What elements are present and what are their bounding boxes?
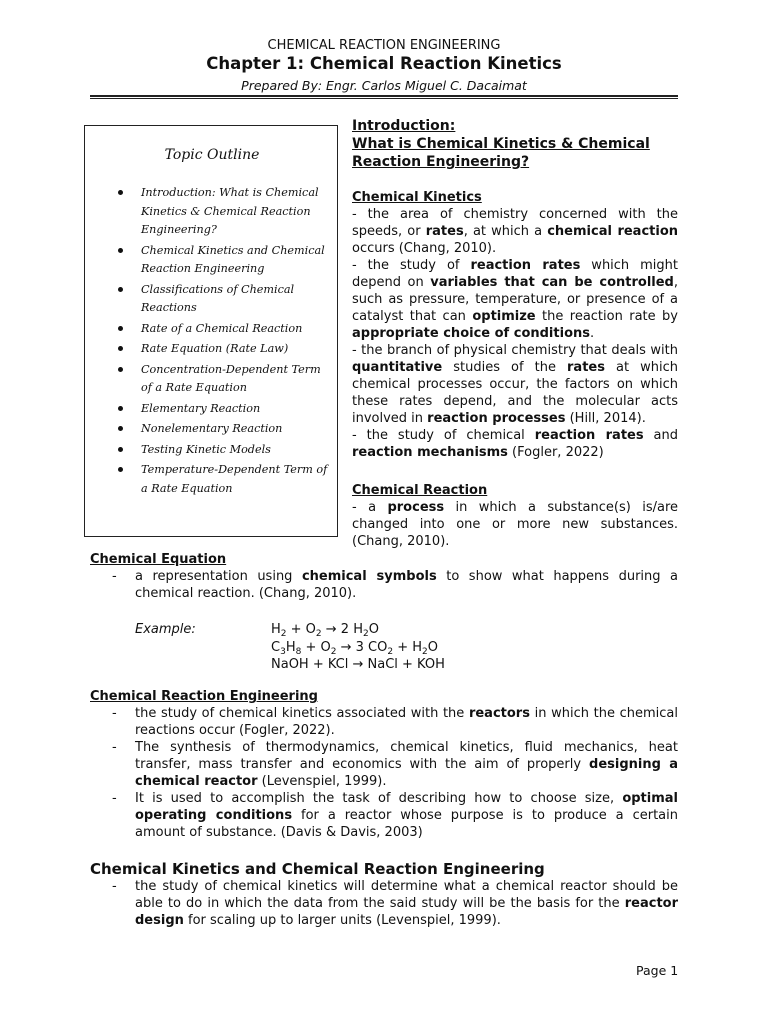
bullet-icon bbox=[118, 248, 123, 253]
topic-outline-title: Topic Outline bbox=[164, 147, 260, 163]
bullet-icon bbox=[118, 367, 123, 372]
kinetics-definition-3: - the branch of physical chemistry that deals with quantitative studies of the rates at which chemical processes occur, the factors on which these rates depend, and the molecular acts involved in reaction processes (Hill, 2014). bbox=[352, 343, 678, 426]
chemical-kinetics-heading: Chemical Kinetics bbox=[352, 190, 482, 205]
kinetics-definition-4: - the study of chemical reaction rates and reaction mechanisms (Fogler, 2022) bbox=[352, 428, 678, 460]
bullet-icon bbox=[118, 406, 123, 411]
cre-item-3: - It is used to accomplish the task of describing how to choose size, optimal operating conditions for a reactor whose purpose is to produce a certain amount of substance. (Davis & Davis, 2003) bbox=[112, 791, 678, 840]
introduction-section bbox=[352, 117, 678, 171]
outline-item: Temperature-Dependent Term of a Rate Equation bbox=[109, 461, 329, 498]
outline-item: Testing Kinetic Models bbox=[109, 441, 329, 460]
equation-definition: - a representation using chemical symbols to show what happens during a chemical reaction. (Chang, 2010). bbox=[112, 569, 678, 601]
bullet-icon bbox=[118, 467, 123, 472]
bullet-icon bbox=[118, 426, 123, 431]
outline-item: Rate of a Chemical Reaction bbox=[109, 320, 329, 339]
bullet-icon bbox=[118, 287, 123, 292]
topic-outline-box bbox=[84, 125, 338, 537]
outline-item: Chemical Kinetics and Chemical Reaction Engineering bbox=[109, 242, 329, 279]
kinetics-definition-2: - the study of reaction rates which might depend on variables that can be controlled, such as pressure, temperature, or presence of a catalyst that can optimize the reaction rate by appropriate choice of conditions. bbox=[352, 258, 679, 341]
chemical-equation-section bbox=[90, 551, 678, 602]
header-divider bbox=[90, 95, 678, 99]
example-label: Example: bbox=[135, 622, 196, 637]
ck-cre-section bbox=[90, 861, 678, 929]
chemical-reaction-heading: Chemical Reaction bbox=[352, 483, 488, 498]
reaction-definition: - a process in which a substance(s) is/are changed into one or more new substances. (Chang, 2010). bbox=[352, 500, 679, 549]
chapter-title: Chapter 1: Chemical Reaction Kinetics bbox=[206, 54, 562, 73]
cre-item-2: - The synthesis of thermodynamics, chemical kinetics, fluid mechanics, heat transfer, mass transfer and economics with the aim of properly designing a chemical reactor (Levenspiel, 1999). bbox=[112, 740, 678, 789]
equation-line-3: NaOH + KCl → NaCl + KOH bbox=[271, 657, 445, 672]
topic-outline-list bbox=[109, 184, 329, 500]
kinetics-definition-1: - the area of chemistry concerned with the speeds, or rates, at which a chemical reaction occurs (Chang, 2010). bbox=[352, 207, 679, 256]
equation-line-1: $H_2 + O_2 \to 2$ $H_2O$ bbox=[271, 622, 379, 639]
outline-item: Rate Equation (Rate Law) bbox=[109, 340, 329, 359]
outline-item: Classifications of Chemical Reactions bbox=[109, 281, 329, 318]
course-title: CHEMICAL REACTION ENGINEERING bbox=[267, 38, 501, 53]
cre-section bbox=[90, 688, 678, 841]
outline-item: Concentration-Dependent Term of a Rate Equation bbox=[109, 361, 329, 398]
page-number: Page 1 bbox=[636, 963, 679, 978]
cre-item-1: - the study of chemical kinetics associated with the reactors in which the chemical reactions occur (Fogler, 2022). bbox=[112, 706, 678, 738]
ck-cre-item-1: - the study of chemical kinetics will determine what a chemical reactor should be able to do in which the data from the said study will be the basis for the reactor design for scaling up to larger units (Levenspiel, 1999). bbox=[112, 879, 678, 928]
chemical-kinetics-section bbox=[352, 189, 678, 461]
outline-item: Nonelementary Reaction bbox=[109, 420, 329, 439]
bullet-icon bbox=[118, 346, 123, 351]
outline-item: Introduction: What is Chemical Kinetics & Chemical Reaction Engineering? bbox=[109, 184, 329, 240]
ck-cre-heading: Chemical Kinetics and Chemical Reaction Engineering bbox=[90, 860, 545, 878]
prepared-by: Prepared By: Engr. Carlos Miguel C. Dacaimat bbox=[241, 78, 527, 93]
bullet-icon bbox=[118, 447, 123, 452]
introduction-heading: Introduction: What is Chemical Kinetics & Chemical Reaction Engineering? bbox=[352, 118, 650, 170]
cre-heading: Chemical Reaction Engineering bbox=[90, 689, 318, 704]
chemical-equation-heading: Chemical Equation bbox=[90, 552, 227, 567]
bullet-icon bbox=[118, 326, 123, 331]
chemical-reaction-section bbox=[352, 482, 678, 550]
bullet-icon bbox=[118, 190, 123, 195]
outline-item: Elementary Reaction bbox=[109, 400, 329, 419]
example-equations bbox=[271, 621, 445, 674]
equation-line-2: $C_3H_8 + O_2 \to 3$ $CO_2 + H_2O$ bbox=[271, 639, 438, 657]
